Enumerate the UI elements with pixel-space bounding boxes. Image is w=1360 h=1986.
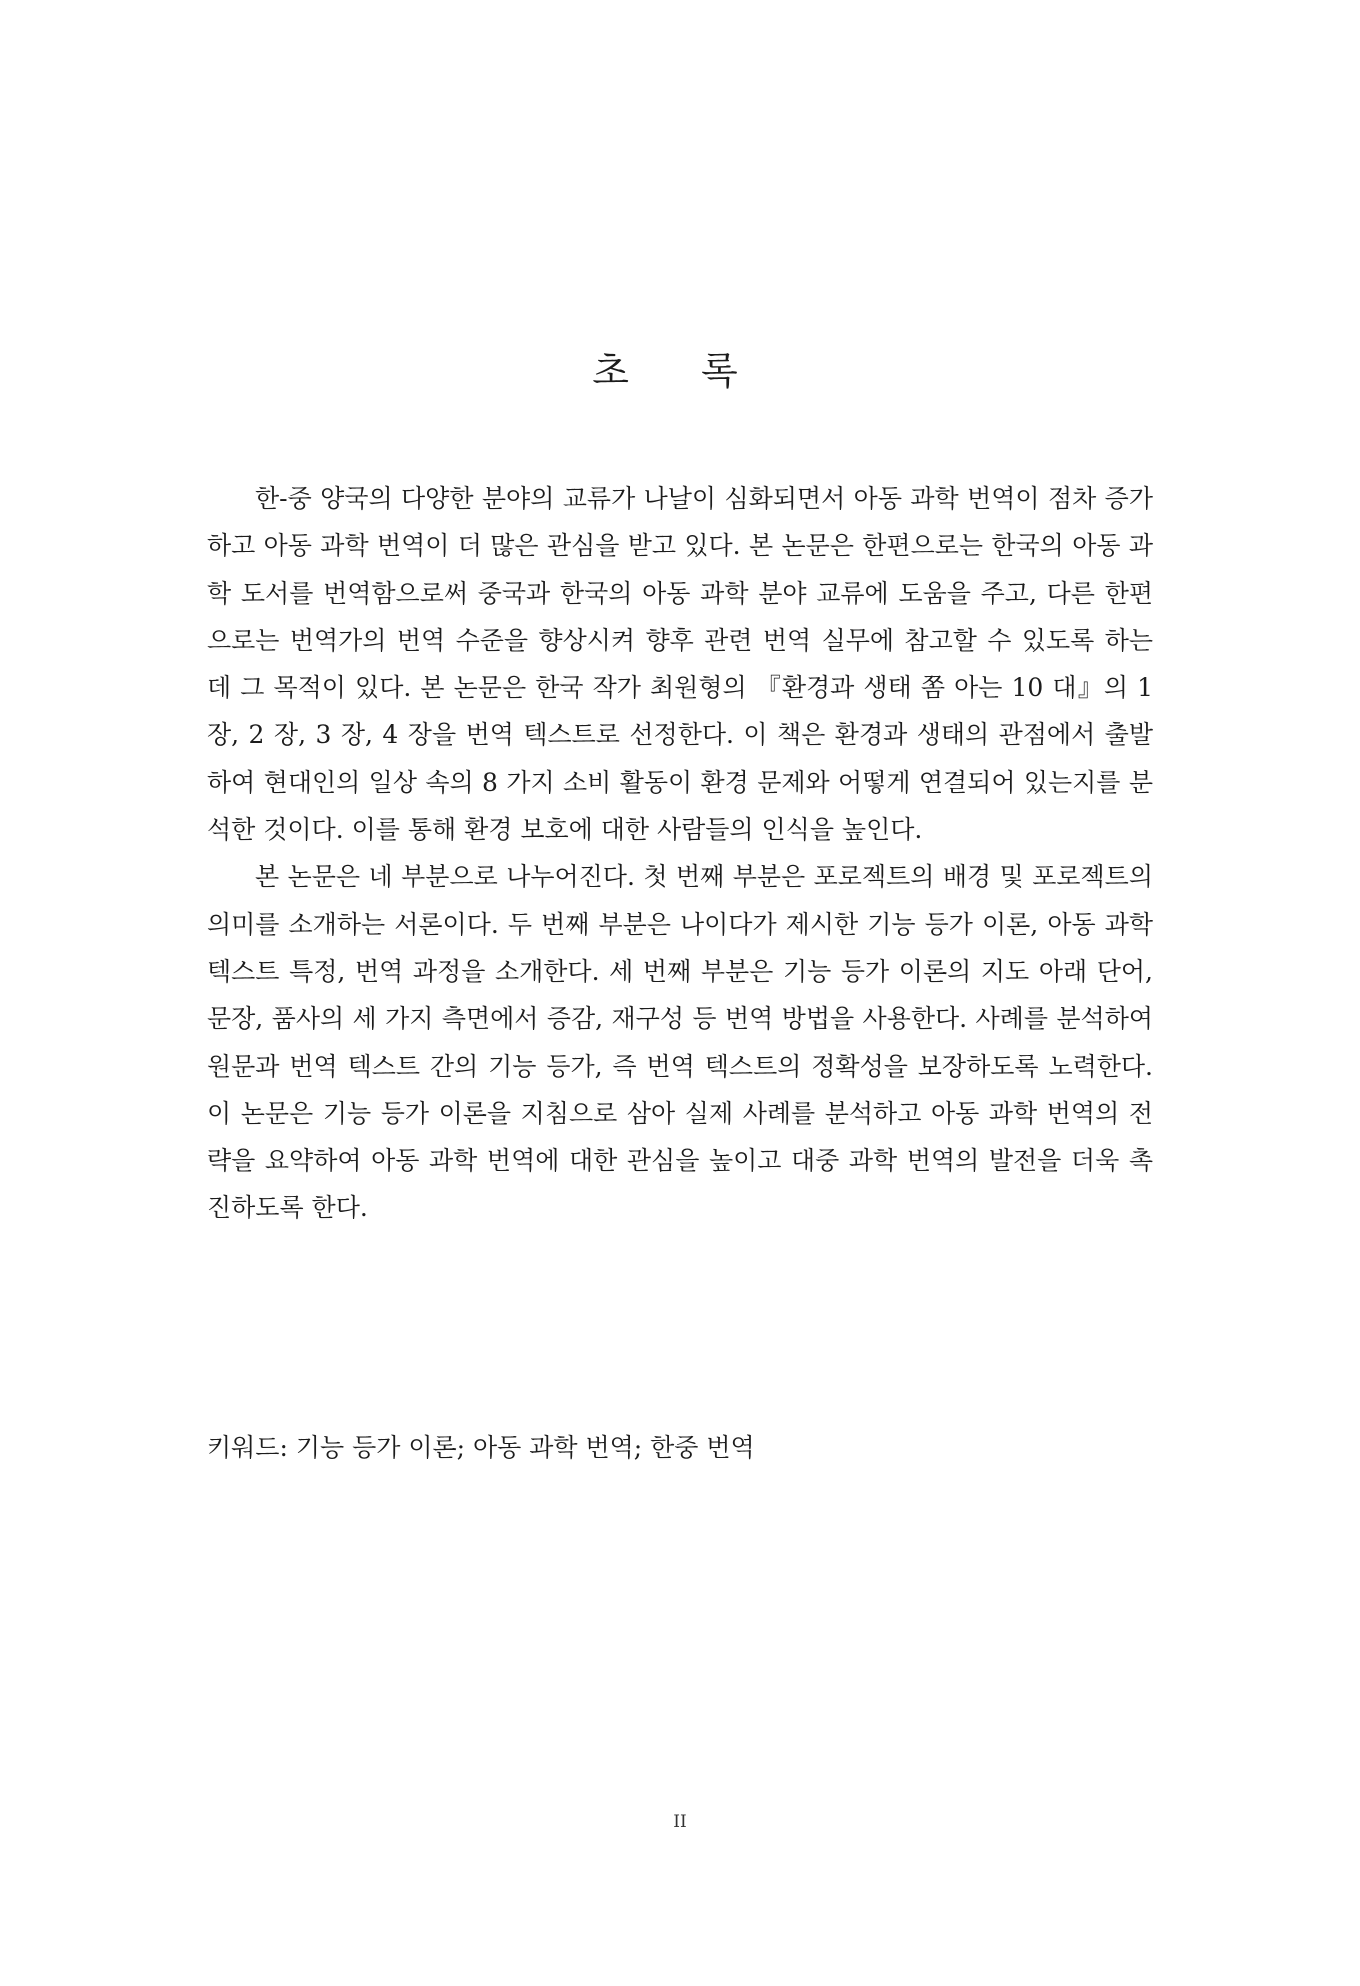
page-number: II: [673, 1812, 687, 1832]
abstract-body: [207, 475, 1153, 1232]
abstract-title: 초 록: [592, 349, 768, 393]
abstract-paragraph-1: 한-중 양국의 다양한 분야의 교류가 나날이 심화되면서 아동 과학 번역이 점차 증가하고 아동 과학 번역이 더 많은 관심을 받고 있다. 본 논문은 한편으로는 한국의 아동 과학 도서를 번역함으로써 중국과 한국의 아동 과학 분야 교류에 도움을 주고, 다른 한편으로는 번역가의 번역 수준을 향상시켜 향후 관련 번역 실무에 참고할 수 있도록 하는 데 그 목적이 있다. 본 논문은 한국 작가 최원형의 『환경과 생태 쫌 아는 10 대』의 1 장, 2 장, 3 장, 4 장을 번역 텍스트로 선정한다. 이 책은 환경과 생태의 관점에서 출발하여 현대인의 일상 속의 8 가지 소비 활동이 환경 문제와 어떻게 연결되어 있는지를 분석한 것이다. 이를 통해 환경 보호에 대한 사람들의 인식을 높인다.: [207, 484, 1153, 845]
keywords-line: 키워드: 기능 등가 이론; 아동 과학 번역; 한중 번역: [207, 1433, 755, 1462]
abstract-paragraph-2: 본 논문은 네 부분으로 나누어진다. 첫 번째 부분은 포로젝트의 배경 및 포로젝트의 의미를 소개하는 서론이다. 두 번째 부분은 나이다가 제시한 기능 등가 이론, 아동 과학 텍스트 특정, 번역 과정을 소개한다. 세 번째 부분은 기능 등가 이론의 지도 아래 단어, 문장, 품사의 세 가지 측면에서 증감, 재구성 등 번역 방법을 사용한다. 사례를 분석하여 원문과 번역 텍스트 간의 기능 등가, 즉 번역 텍스트의 정확성을 보장하도록 노력한다. 이 논문은 기능 등가 이론을 지침으로 삼아 실제 사례를 분석하고 아동 과학 번역의 전략을 요약하여 아동 과학 번역에 대한 관심을 높이고 대중 과학 번역의 발전을 더욱 촉진하도록 한다.: [207, 862, 1153, 1223]
